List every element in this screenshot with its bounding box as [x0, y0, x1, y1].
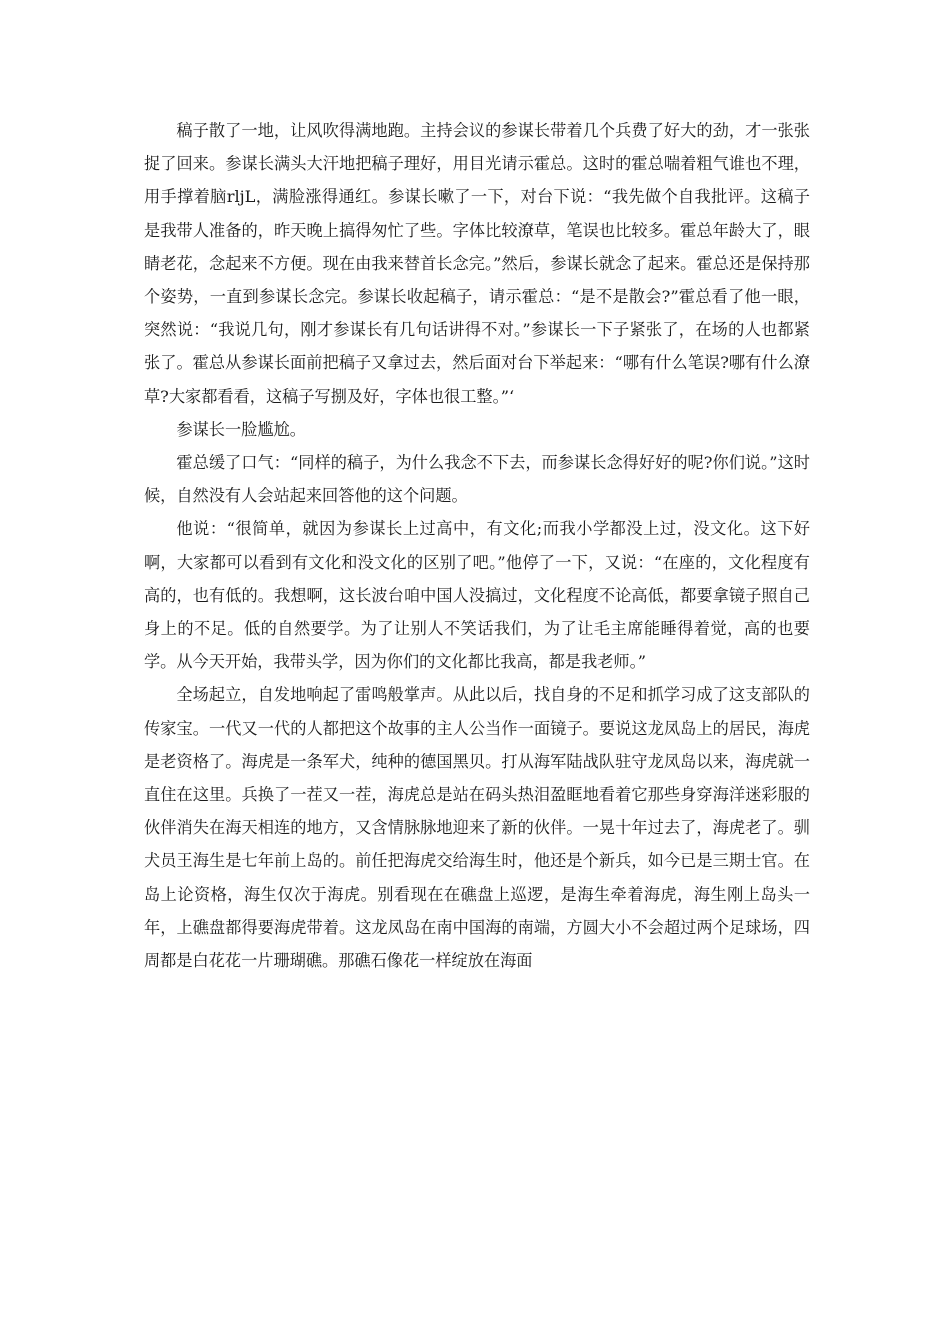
paragraph-3: 霍总缓了口气：“同样的稿子，为什么我念不下去，而参谋长念得好好的呢?你们说。”这时候，自然没有人会站起来回答他的这个问题。	[144, 453, 810, 506]
paragraph-4: 他说：“很简单，就因为参谋长上过高中，有文化;而我小学都没上过，没文化。这下好啊，大家都可以看到有文化和没文化的区别了吧。”他停了一下，又说：“在座的，文化程度有高的，也有低的。我想啊，这长波台咱中国人没搞过，文化程度不论高低，都要拿镜子照自己身上的不足。低的自然要学。为了让别人不笑话我们，为了让毛主席能睡得着觉，高的也要学。从今天开始，我带头学，因为你们的文化都比我高，都是我老师。”	[144, 519, 810, 672]
document-page	[144, 114, 810, 977]
paragraph-5: 全场起立，自发地响起了雷鸣般掌声。从此以后，找自身的不足和抓学习成了这支部队的传家宝。一代又一代的人都把这个故事的主人公当作一面镜子。要说这龙凤岛上的居民，海虎是老资格了。海虎是一条军犬，纯种的德国黑贝。打从海军陆战队驻守龙凤岛以来，海虎就一直住在这里。兵换了一茬又一茬，海虎总是站在码头热泪盈眶地看着它那些身穿海洋迷彩服的伙伴消失在海天相连的地方，又含情脉脉地迎来了新的伙伴。一晃十年过去了，海虎老了。驯犬员王海生是七年前上岛的。前任把海虎交给海生时，他还是个新兵，如今已是三期士官。在岛上论资格，海生仅次于海虎。别看现在在礁盘上巡逻，是海生牵着海虎，海生刚上岛头一年，上礁盘都得要海虎带着。这龙凤岛在南中国海的南端，方圆大小不会超过两个足球场，四周都是白花花一片珊瑚礁。那礁石像花一样绽放在海面	[144, 685, 810, 971]
paragraph-1: 稿子散了一地，让风吹得满地跑。主持会议的参谋长带着几个兵费了好大的劲，才一张张捉了回来。参谋长满头大汗地把稿子理好，用目光请示霍总。这时的霍总喘着粗气谁也不理，用手撑着脑rljL，满脸涨得通红。参谋长嗽了一下，对台下说：“我先做个自我批评。这稿子是我带人准备的，昨天晚上搞得匆忙了些。字体比较潦草，笔误也比较多。霍总年龄大了，眼睛老花，念起来不方便。现在由我来替首长念完。”然后，参谋长就念了起来。霍总还是保持那个姿势，一直到参谋长念完。参谋长收起稿子，请示霍总：“是不是散会?”霍总看了他一眼，突然说：“我说几句，刚才参谋长有几句话讲得不对。”参谋长一下子紧张了，在场的人也都紧张了。霍总从参谋长面前把稿子又拿过去，然后面对台下举起来：“哪有什么笔误?哪有什么潦草?大家都看看，这稿子写捌及好，字体也很工整。”‘	[144, 121, 810, 406]
paragraph-2: 参谋长一脸尴尬。	[176, 419, 306, 439]
